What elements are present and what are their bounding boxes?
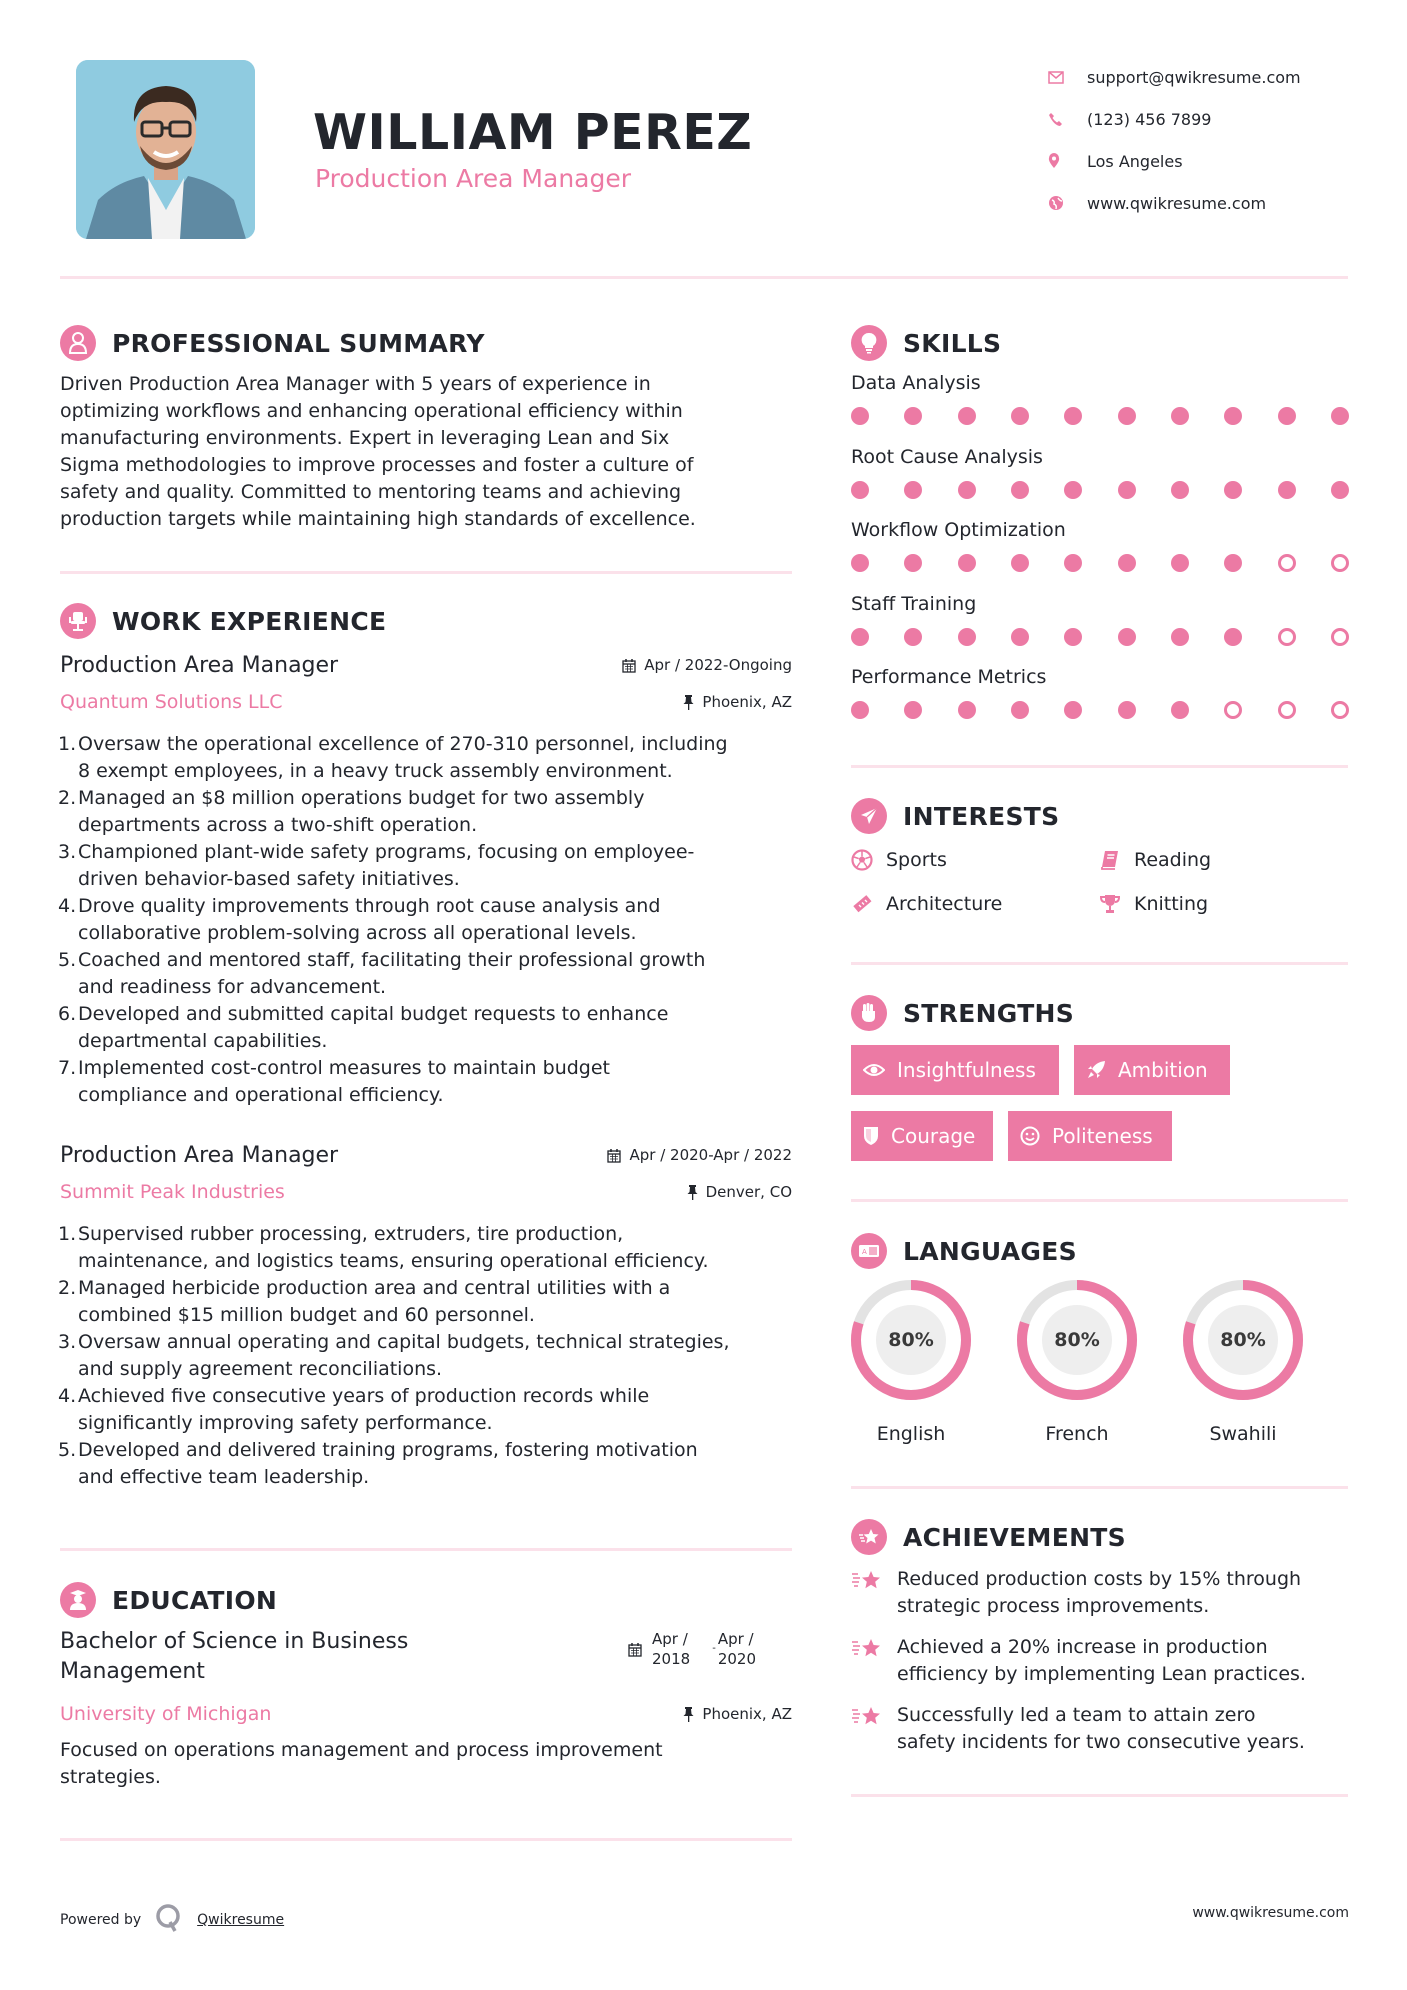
contact-list — [1048, 56, 1301, 224]
job-bullet: 3. Championed plant-wide safety programs, focusing on employee- driven behavior-based safety initiatives. — [58, 841, 695, 890]
rating-dot-empty — [1278, 554, 1296, 572]
strength-badge — [1074, 1045, 1230, 1095]
job-dates — [607, 1146, 792, 1164]
shooting-star-icon — [851, 1634, 897, 1688]
skill-name: Workflow Optimization — [851, 519, 1066, 541]
rating-dot-filled — [1278, 407, 1296, 425]
candidate-name: WILLIAM PEREZ — [313, 104, 753, 161]
achievement-item — [851, 1634, 1351, 1688]
section-divider — [60, 1548, 792, 1551]
education-dates: Apr / 2018 - Apr / 2020 — [628, 1629, 756, 1669]
rating-dot-filled — [851, 701, 869, 719]
summary-line: manufacturing environments. Expert in leveraging Lean and Six — [60, 427, 670, 449]
interest-item — [1099, 845, 1349, 875]
job-company: Quantum Solutions LLC — [60, 691, 283, 713]
calendar-icon — [628, 1642, 642, 1657]
rating-dot-filled — [1118, 481, 1136, 499]
contact-email[interactable] — [1048, 56, 1301, 98]
pushpin-icon — [683, 695, 694, 710]
job-dates — [622, 656, 792, 674]
skill-name: Staff Training — [851, 592, 977, 615]
office-chair-icon — [60, 603, 96, 639]
section-header-strengths — [851, 993, 1074, 1033]
language-progress-ring — [1016, 1279, 1138, 1401]
summary-line: optimizing workflows and enhancing operational efficiency within — [60, 400, 683, 422]
profile-photo — [76, 60, 255, 239]
section-header-interests — [851, 796, 1059, 836]
skill-rating — [851, 701, 1349, 719]
section-title: INTERESTS — [903, 801, 1060, 831]
rating-dot-filled — [1224, 554, 1242, 572]
job-title: Production Area Manager — [60, 1142, 339, 1168]
ruler-icon — [851, 893, 886, 915]
job-location — [683, 693, 792, 711]
rating-dot-filled — [1064, 481, 1082, 499]
calendar-icon — [622, 658, 636, 673]
section-header-summary — [60, 323, 485, 363]
graduate-icon — [60, 1582, 96, 1618]
rating-dot-filled — [1171, 628, 1189, 646]
shooting-star-icon — [851, 1566, 897, 1620]
summary-line: Sigma methodologies to improve processes and foster a culture of — [60, 454, 694, 476]
language-progress-ring — [850, 1279, 972, 1401]
job-dates-text: Apr / 2022-Ongoing — [644, 656, 792, 674]
lightbulb-icon — [851, 325, 887, 361]
section-divider — [851, 765, 1348, 768]
job-entry — [60, 650, 792, 1109]
language-item — [849, 1279, 973, 1445]
section-header-languages — [851, 1231, 1077, 1271]
interest-item — [851, 845, 1101, 875]
achievement-item — [851, 1702, 1351, 1756]
rating-dot-filled — [851, 628, 869, 646]
summary-text — [60, 371, 800, 533]
rating-dot-filled — [1011, 554, 1029, 572]
job-title: Production Area Manager — [60, 652, 339, 678]
person-photo-illustration — [76, 60, 255, 239]
job-bullets — [60, 1221, 792, 1491]
user-icon — [60, 325, 96, 361]
fist-icon — [851, 995, 887, 1031]
skill-name: Data Analysis — [851, 372, 981, 394]
language-item — [1015, 1279, 1139, 1445]
job-company: Summit Peak Industries — [60, 1181, 285, 1203]
skill-rating — [851, 554, 1349, 572]
soccer-ball-icon — [851, 849, 886, 871]
section-header-achievements — [851, 1517, 1126, 1557]
section-divider — [60, 1838, 792, 1841]
rating-dot-filled — [958, 407, 976, 425]
interest-item — [1099, 889, 1349, 919]
rating-dot-filled — [1171, 481, 1189, 499]
strength-label: Courage — [891, 1124, 976, 1148]
rating-dot-filled — [1331, 481, 1349, 499]
job-bullet: 2. Managed an $8 million operations budget for two assembly departments across a two-shift operation. — [58, 787, 645, 836]
skill-rating — [851, 628, 1349, 646]
job-bullet: 7. Implemented cost-control measures to maintain budget compliance and operational efficiency. — [58, 1057, 610, 1106]
rating-dot-filled — [1171, 407, 1189, 425]
star-badge-icon — [851, 1519, 887, 1555]
job-bullet: 2. Managed herbicide production area and central utilities with a combined $15 million budget and 60 personnel. — [58, 1277, 671, 1326]
strength-label: Insightfulness — [897, 1058, 1036, 1082]
language-percent: 80% — [1208, 1305, 1278, 1375]
interest-label: Reading — [1134, 849, 1212, 871]
skill-item — [851, 446, 1349, 520]
language-percent: 80% — [1042, 1305, 1112, 1375]
rating-dot-filled — [904, 554, 922, 572]
rating-dot-empty — [1224, 701, 1242, 719]
achievement-item — [851, 1566, 1351, 1620]
contact-website-text: www.qwikresume.com — [1087, 193, 1267, 213]
rating-dot-filled — [1011, 628, 1029, 646]
language-label: French — [1045, 1423, 1109, 1445]
skill-item — [851, 519, 1349, 593]
rating-dot-filled — [1278, 481, 1296, 499]
section-title: WORK EXPERIENCE — [112, 606, 387, 636]
shield-icon — [863, 1126, 879, 1146]
job-location-text: Phoenix, AZ — [702, 693, 792, 711]
job-bullet: 4. Achieved five consecutive years of production records while significantly improving safety performance. — [58, 1385, 650, 1434]
rating-dot-filled — [1011, 481, 1029, 499]
globe-icon — [1048, 195, 1087, 211]
calendar-icon — [607, 1148, 621, 1163]
footer-powered-by — [60, 1903, 284, 1937]
rating-dot-filled — [851, 554, 869, 572]
rating-dot-filled — [1171, 701, 1189, 719]
rating-dot-filled — [904, 628, 922, 646]
job-entry — [60, 1140, 792, 1491]
eye-icon — [863, 1063, 885, 1077]
skill-name: Performance Metrics — [851, 666, 1047, 688]
rating-dot-filled — [1064, 701, 1082, 719]
rating-dot-filled — [851, 407, 869, 425]
rating-dot-filled — [958, 554, 976, 572]
rocket-icon — [1086, 1060, 1106, 1080]
language-label: Swahili — [1209, 1423, 1277, 1445]
paper-plane-icon — [851, 798, 887, 834]
section-divider — [851, 1794, 1348, 1797]
strength-badge — [851, 1111, 993, 1161]
translate-icon — [851, 1233, 887, 1269]
job-bullet: 1. Supervised rubber processing, extruders, tire production, maintenance, and logistics teams, ensuring operational efficiency. — [58, 1223, 709, 1272]
interest-label: Architecture — [886, 893, 1003, 915]
interest-column-right — [1099, 845, 1349, 919]
job-bullets — [60, 731, 792, 1109]
job-location-text: Denver, CO — [705, 1183, 792, 1201]
contact-email-text: support@qwikresume.com — [1087, 67, 1301, 87]
language-percent: 80% — [876, 1305, 946, 1375]
mail-icon — [1048, 71, 1087, 84]
phone-icon — [1048, 112, 1087, 127]
job-dates-text: Apr / 2020-Apr / 2022 — [629, 1146, 792, 1164]
rating-dot-filled — [958, 481, 976, 499]
footer-website[interactable]: www.qwikresume.com — [1192, 1905, 1349, 1921]
achievement-text: Achieved a 20% increase in production efficiency by implementing Lean practices. — [897, 1636, 1306, 1685]
interest-column-left — [851, 845, 1101, 919]
skill-name: Root Cause Analysis — [851, 445, 1043, 468]
skill-rating — [851, 481, 1349, 499]
candidate-title: Production Area Manager — [315, 164, 632, 193]
rating-dot-filled — [1011, 407, 1029, 425]
svg-text:A: A — [862, 1248, 867, 1256]
contact-phone[interactable] — [1048, 98, 1301, 140]
rating-dot-filled — [1118, 407, 1136, 425]
section-title: PROFESSIONAL SUMMARY — [112, 328, 485, 358]
education-entry — [60, 1627, 792, 1791]
pushpin-icon — [683, 1707, 694, 1722]
interest-label: Knitting — [1134, 893, 1209, 915]
rating-dot-empty — [1331, 628, 1349, 646]
summary-line: production targets while maintaining high standards of excellence. — [60, 508, 696, 530]
trophy-icon — [1099, 893, 1134, 915]
section-divider — [851, 962, 1348, 965]
section-title: EDUCATION — [112, 1585, 278, 1615]
rating-dot-empty — [1331, 701, 1349, 719]
achievement-text: Successfully led a team to attain zero safety incidents for two consecutive years. — [897, 1704, 1305, 1753]
language-item — [1181, 1279, 1305, 1445]
language-label: English — [876, 1423, 946, 1445]
rating-dot-filled — [851, 481, 869, 499]
strength-badge — [851, 1045, 1059, 1095]
shooting-star-icon — [851, 1702, 897, 1756]
summary-line: Driven Production Area Manager with 5 years of experience in — [60, 373, 651, 395]
rating-dot-filled — [1171, 554, 1189, 572]
rating-dot-empty — [1278, 701, 1296, 719]
qwikresume-link[interactable]: Qwikresume — [197, 1912, 285, 1928]
section-divider — [851, 1486, 1348, 1489]
section-divider — [851, 1199, 1348, 1202]
header-divider — [60, 276, 1348, 279]
rating-dot-filled — [1011, 701, 1029, 719]
strength-label: Politeness — [1052, 1124, 1153, 1148]
section-title: SKILLS — [903, 328, 1002, 358]
qwikresume-logo-icon — [155, 1903, 183, 1937]
job-bullet: 6. Developed and submitted capital budget requests to enhance departmental capabilities. — [58, 1003, 669, 1052]
rating-dot-filled — [1118, 701, 1136, 719]
strength-badge — [1008, 1111, 1172, 1161]
location-pin-icon — [1048, 153, 1087, 169]
job-bullet: 5. Developed and delivered training programs, fostering motivation and effective team leadership. — [58, 1439, 698, 1488]
interest-label: Sports — [886, 849, 947, 871]
rating-dot-filled — [958, 628, 976, 646]
skill-item — [851, 666, 1349, 740]
rating-dot-filled — [904, 701, 922, 719]
skills-list — [851, 372, 1349, 740]
school-name: University of Michigan — [60, 1703, 272, 1725]
rating-dot-filled — [1064, 628, 1082, 646]
section-header-skills — [851, 323, 1001, 363]
rating-dot-filled — [1224, 481, 1242, 499]
rating-dot-empty — [1278, 628, 1296, 646]
job-bullet: 4. Drove quality improvements through root cause analysis and collaborative problem-solving across all operational levels. — [58, 895, 661, 944]
contact-location — [1048, 140, 1301, 182]
book-icon — [1099, 849, 1134, 871]
contact-website[interactable] — [1048, 182, 1301, 224]
skill-item — [851, 593, 1349, 667]
smiley-icon — [1020, 1126, 1040, 1146]
rating-dot-filled — [1064, 407, 1082, 425]
rating-dot-filled — [1064, 554, 1082, 572]
rating-dot-filled — [958, 701, 976, 719]
section-title: STRENGTHS — [903, 998, 1075, 1028]
rating-dot-filled — [1331, 407, 1349, 425]
contact-location-text: Los Angeles — [1087, 151, 1183, 171]
rating-dot-filled — [1118, 628, 1136, 646]
section-title: ACHIEVEMENTS — [903, 1522, 1126, 1552]
section-header-experience — [60, 601, 386, 641]
pushpin-icon — [687, 1185, 698, 1200]
job-bullet: 1. Oversaw the operational excellence of 270-310 personnel, including 8 exempt employees, in a heavy truck assembly environment. — [58, 733, 728, 782]
interest-item — [851, 889, 1101, 919]
section-title: LANGUAGES — [903, 1236, 1077, 1266]
summary-line: safety and quality. Committed to mentoring teams and achieving — [60, 481, 682, 503]
skill-item — [851, 372, 1349, 446]
section-header-education — [60, 1580, 277, 1620]
rating-dot-filled — [1224, 407, 1242, 425]
job-bullet: 3. Oversaw annual operating and capital budgets, technical strategies, and supply agreement reconciliations. — [58, 1331, 730, 1380]
rating-dot-empty — [1331, 554, 1349, 572]
rating-dot-filled — [1118, 554, 1136, 572]
education-location: Phoenix, AZ — [683, 1705, 792, 1723]
rating-dot-filled — [1224, 628, 1242, 646]
job-location — [687, 1183, 792, 1201]
rating-dot-filled — [904, 407, 922, 425]
education-description: Focused on operations management and process improvement strategies. — [60, 1739, 663, 1788]
skill-rating — [851, 407, 1349, 425]
section-divider — [60, 571, 792, 574]
powered-by-label: Powered by — [60, 1912, 142, 1928]
degree: Bachelor of Science in Business Management — [60, 1629, 409, 1684]
contact-phone-text: (123) 456 7899 — [1087, 109, 1212, 129]
strength-label: Ambition — [1118, 1058, 1208, 1082]
rating-dot-filled — [904, 481, 922, 499]
achievement-text: Reduced production costs by 15% through strategic process improvements. — [897, 1568, 1302, 1617]
language-progress-ring — [1182, 1279, 1304, 1401]
job-bullet: 5. Coached and mentored staff, facilitating their professional growth and readiness for advancement. — [58, 949, 706, 998]
